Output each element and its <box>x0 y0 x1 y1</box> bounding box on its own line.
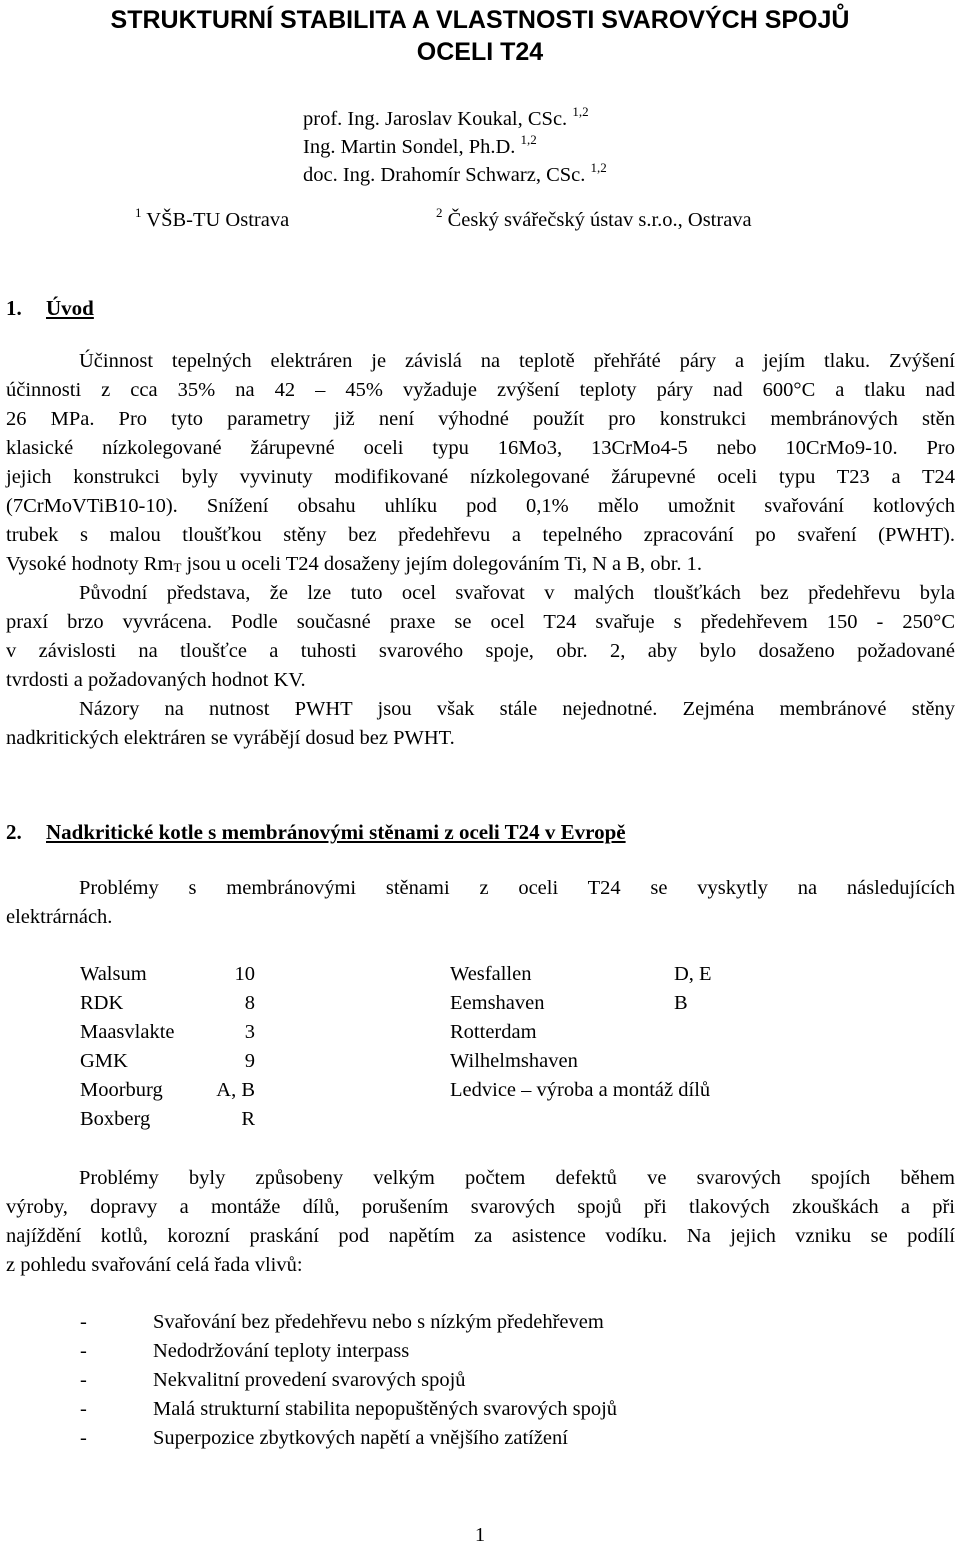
list-item: Rotterdam <box>450 1021 537 1043</box>
section-2-intro: Problémy s membránovými stěnami z oceli T24 se vyskytly na následujících elektrárnách. <box>6 877 955 928</box>
list-item: Ledvice – výroba a montáž dílů <box>450 1079 711 1101</box>
list-item: Eemshaven B <box>450 992 688 1014</box>
list-item: - Svařování bez předehřevu nebo s nízkým předehřevem <box>80 1311 604 1333</box>
list-item: GMK 9 <box>80 1050 255 1072</box>
causes-paragraph: Problémy byly způsobeny velkým počtem defektů ve svarových spojích během výroby, dopravy a montáže dílů, porušením svarových spojů při tlakových zkouškách a při najíždění kotlů, korozní praskání pod napětím za asistence vodíku. Na jejich vzniku se podílí z pohledu svařování celá řada vlivů: <box>6 1167 955 1276</box>
page-number: 1 <box>474 1524 486 1546</box>
list-item: - Superpozice zbytkových napětí a vnějšího zatížení <box>80 1427 568 1449</box>
list-item: RDK 8 <box>80 992 255 1014</box>
list-item: Walsum 10 <box>80 963 255 985</box>
author-3: doc. Ing. Drahomír Schwarz, CSc. $^{1,2}$ <box>303 160 607 186</box>
author-1: prof. Ing. Jaroslav Koukal, CSc. $^{1,2}$ <box>303 104 589 130</box>
list-item: Wesfallen D, E <box>450 963 712 985</box>
affiliation-2: $^2$ Český svářečský ústav s.r.o., Ostrava <box>436 205 752 231</box>
author-2: Ing. Martin Sondel, Ph.D. $^{1,2}$ <box>303 132 537 158</box>
plant-list-right <box>450 960 850 1105</box>
list-item: - Nedodržování teploty interpass <box>80 1340 410 1362</box>
plant-list-left <box>80 960 255 1134</box>
affiliation-1: $^1$ VŠB-TU Ostrava <box>135 205 290 231</box>
section-2-heading: 2. Nadkritické kotle s membránovými stěnami z oceli T24 v Evropě <box>6 820 626 844</box>
list-item: - Malá strukturní stabilita nepopuštěných svarových spojů <box>80 1398 618 1420</box>
paper-title-line-2: OCELI T24 <box>416 38 544 66</box>
list-item: Moorburg A, B <box>80 1079 255 1101</box>
section-1-body: Účinnost tepelných elektráren je závislá na teplotě přehřáté páry a jejím tlaku. Zvýšení účinnosti z cca 35% na 42 – 45% vyžaduje zvýšení teploty páry nad 600°C a tlaku nad 26 MPa. Pro tyto parametry již není výhodné použít pro konstrukci membránových stěn klasické nízkolegované žárupevné oceli typu 16Mo3, 13CrMo4-5 nebo 10CrMo9-10. Pro jejich konstrukci byly vyvinuty modifikované nízkolegované žárupevné oceli typu T23 a T24 (7CrMoVTiB10-10). Snížení obsahu uhlíku pod 0,1% mělo umožnit svařování kotlových trubek s malou tloušťkou stěny bez předehřevu a tepelného zpracování po svaření (PWHT). Vysoké hodnoty RmT jsou u oceli T24 dosaženy jejím dolegováním Ti, N a B, obr. 1. Původní představa, že lze tuto ocel svařovat v malých tloušťkách bez předehřevu byla praxí brzo vyvrácena. Podle současné praxe se ocel T24 svařuje s předehřevem 150 - 250°C v závislosti na tloušťce a tuhosti svarového spoje, obr. 2, aby bylo dosaženo požadované tvrdosti a požadovaných hodnot KV. Názory na nutnost PWHT jsou však stále nejednotné. Zejména membránové stěny nadkritických elektráren se vyrábějí dosud bez PWHT. <box>6 350 955 749</box>
list-item: Maasvlakte 3 <box>80 1021 255 1043</box>
list-item: Wilhelmshaven <box>450 1050 578 1072</box>
list-item: Boxberg R <box>80 1108 255 1130</box>
list-item: - Nekvalitní provedení svarových spojů <box>80 1369 466 1391</box>
paper-title-line-1: STRUKTURNÍ STABILITA A VLASTNOSTI SVAROVÝCH SPOJŮ <box>110 6 850 34</box>
section-1-heading: 1. Úvod <box>6 296 94 320</box>
